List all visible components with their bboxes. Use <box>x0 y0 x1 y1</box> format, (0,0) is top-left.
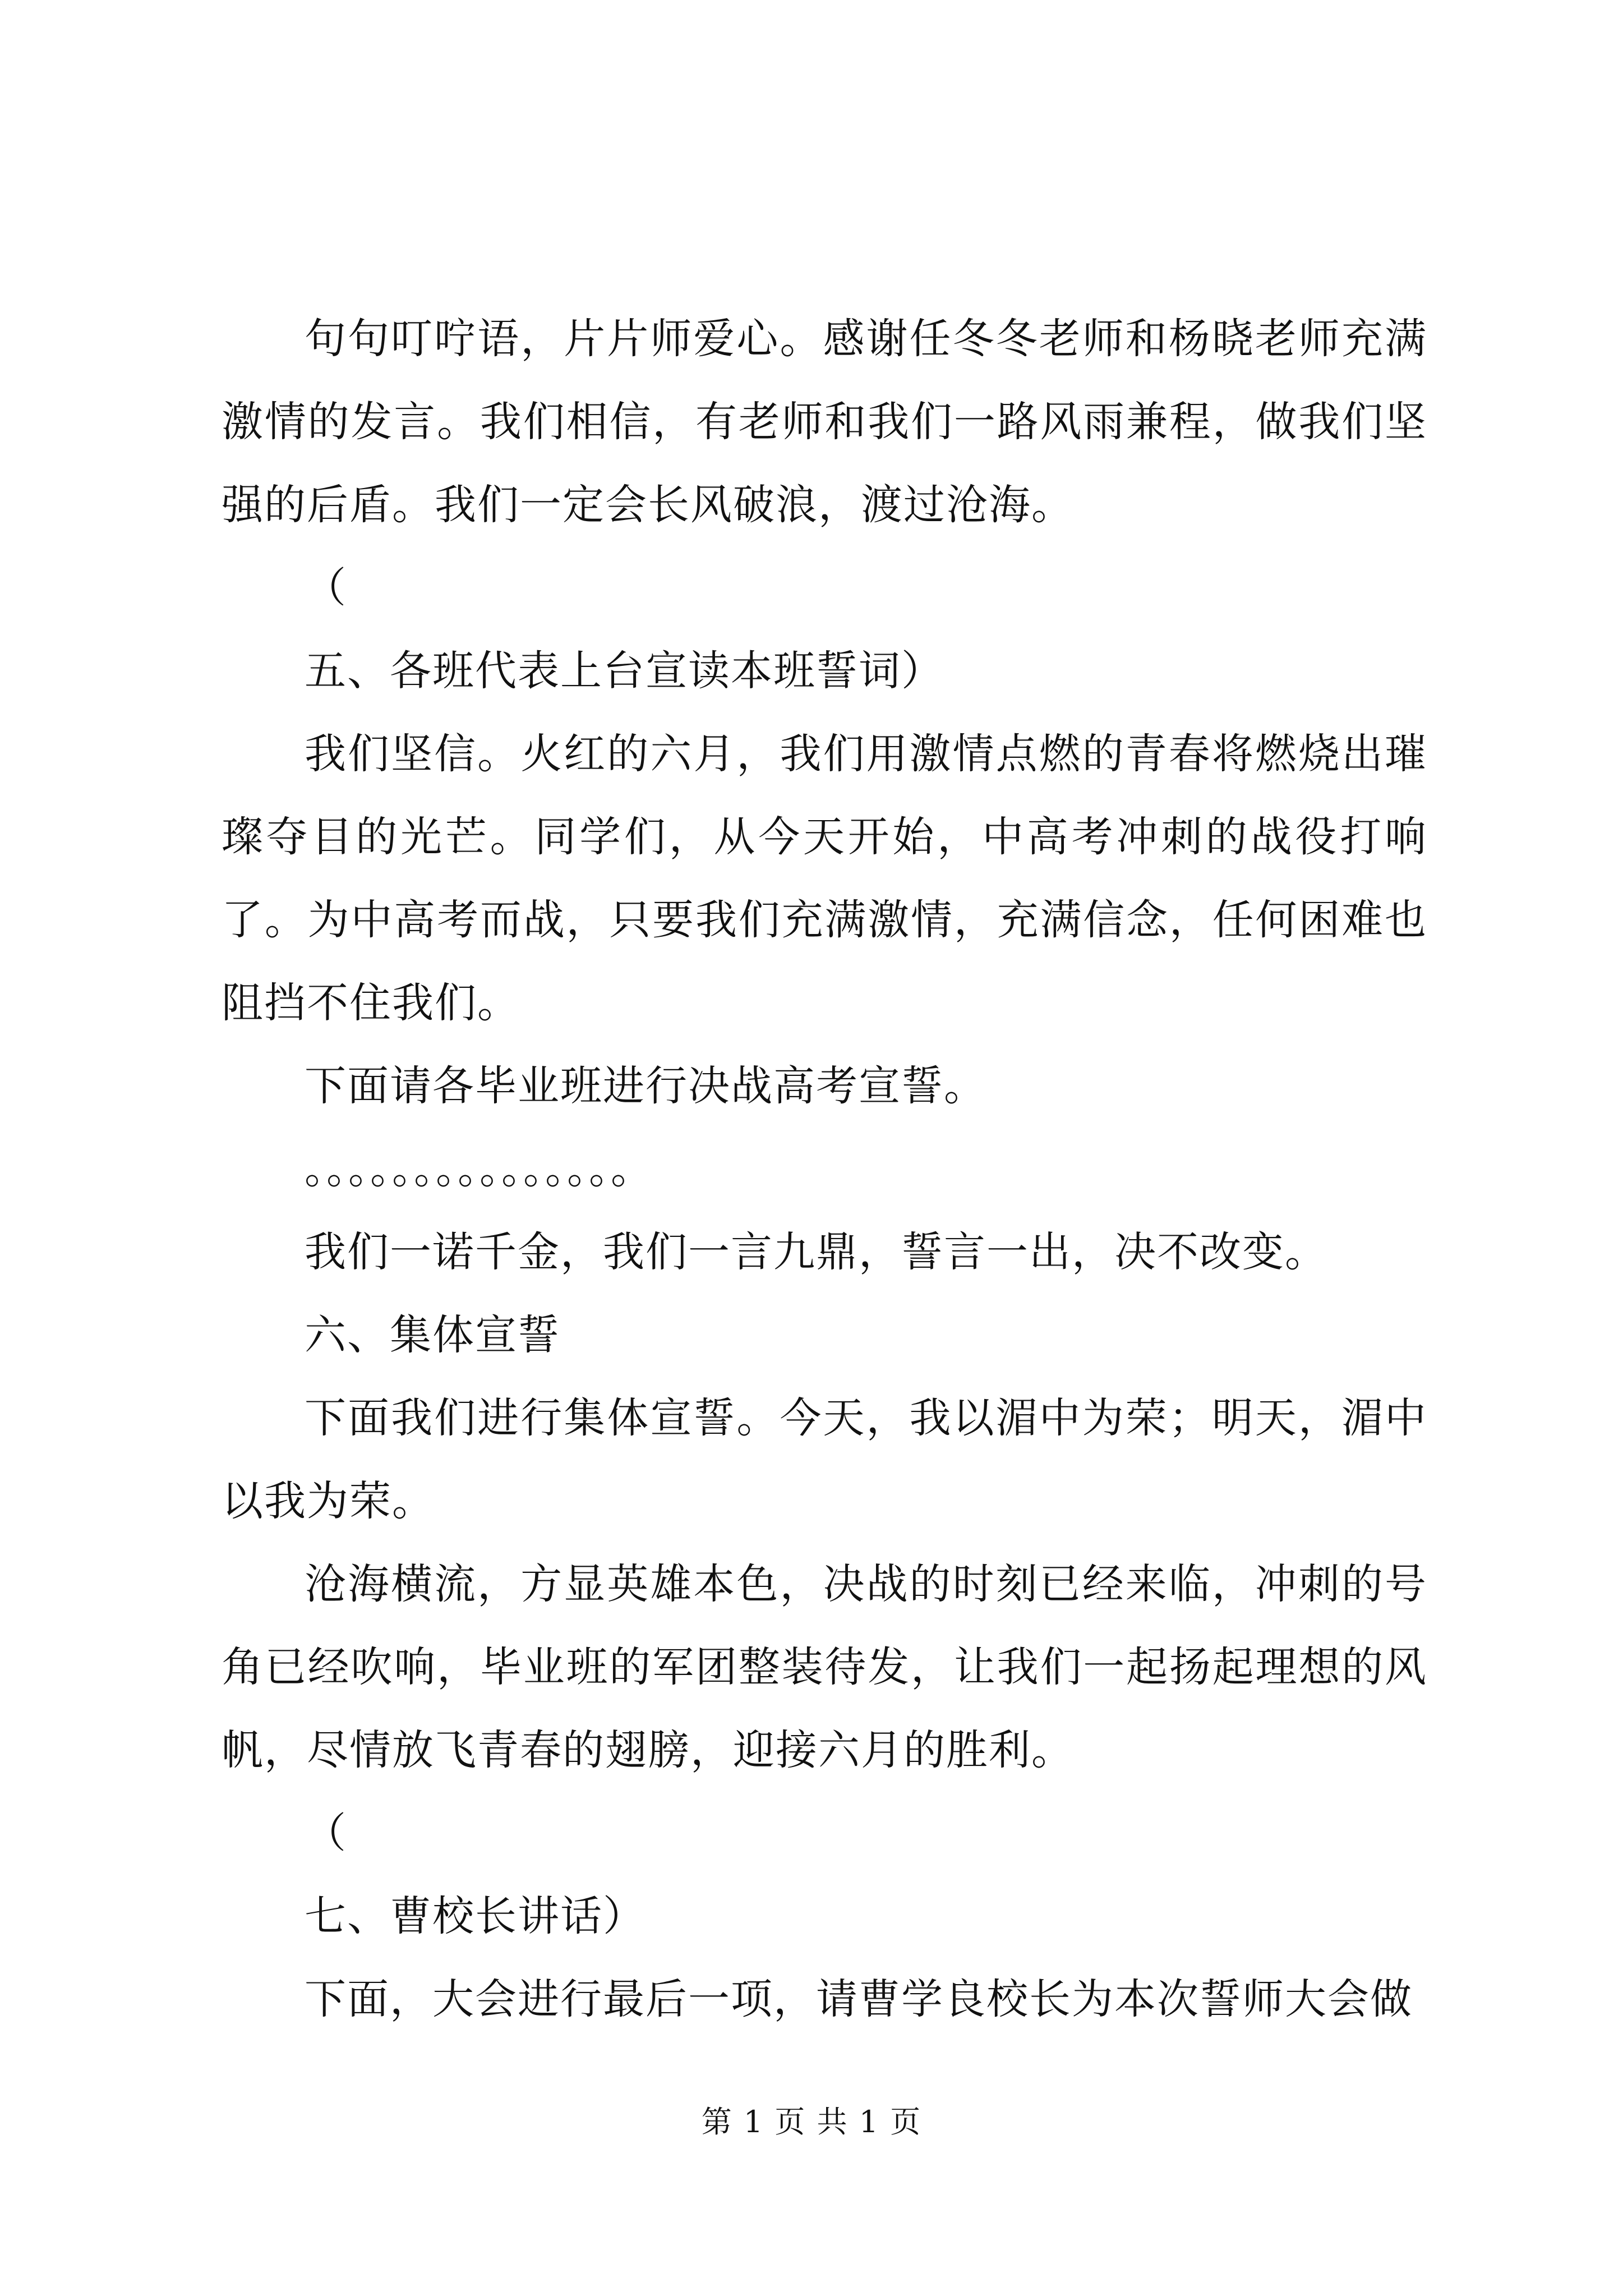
section-heading-class-oath: 五、各班代表上台宣读本班誓词） <box>305 647 944 695</box>
section-heading-principal-speech: 七、曹校长讲话） <box>305 1892 645 1940</box>
paragraph-last-item: 下面，大会进行最后一项，请曹学良校长为本次誓师大会做 <box>305 1975 1413 2023</box>
paragraph-graduating-oath: 下面请各毕业班进行决战高考宣誓。 <box>305 1062 986 1110</box>
paragraph-collective-oath: 下面我们进行集体宣誓。今天，我以湄中为荣；明天，湄中以我为荣。 <box>222 1394 1427 1525</box>
paragraph-june-belief: 我们坚信。火红的六月，我们用激情点燃的青春将燃烧出璀璨夺目的光芒。同学们，从今天开始，中高考冲刺的战役打响了。为中高考而战，只要我们充满激情，充满信念，任何困难也阻挡不住我们。 <box>222 730 1427 1027</box>
document-body <box>222 297 1427 2041</box>
paragraph-ellipsis: 。。。。。。。。。。。。。。。 <box>305 1145 653 1193</box>
paragraph-open-paren-2: （ <box>305 1809 347 1857</box>
paragraph-open-paren: （ <box>305 564 347 612</box>
paragraph-final-charge: 沧海横流，方显英雄本色，决战的时刻已经来临，冲刺的号角已经吹响，毕业班的军团整装待发，让我们一起扬起理想的风帆，尽情放飞青春的翅膀，迎接六月的胜利。 <box>222 1560 1427 1774</box>
section-heading-collective-oath: 六、集体宣誓 <box>305 1311 560 1359</box>
page-footer: 第 1 页 共 1 页 <box>701 2104 922 2139</box>
paragraph-promise: 我们一诺千金，我们一言九鼎，誓言一出，决不改变。 <box>305 1228 1327 1276</box>
paragraph-thanks-teachers: 句句叮咛语，片片师爱心。感谢任冬冬老师和杨晓老师充满激情的发言。我们相信，有老师和我们一路风雨兼程，做我们坚强的后盾。我们一定会长风破浪，渡过沧海。 <box>222 315 1427 529</box>
